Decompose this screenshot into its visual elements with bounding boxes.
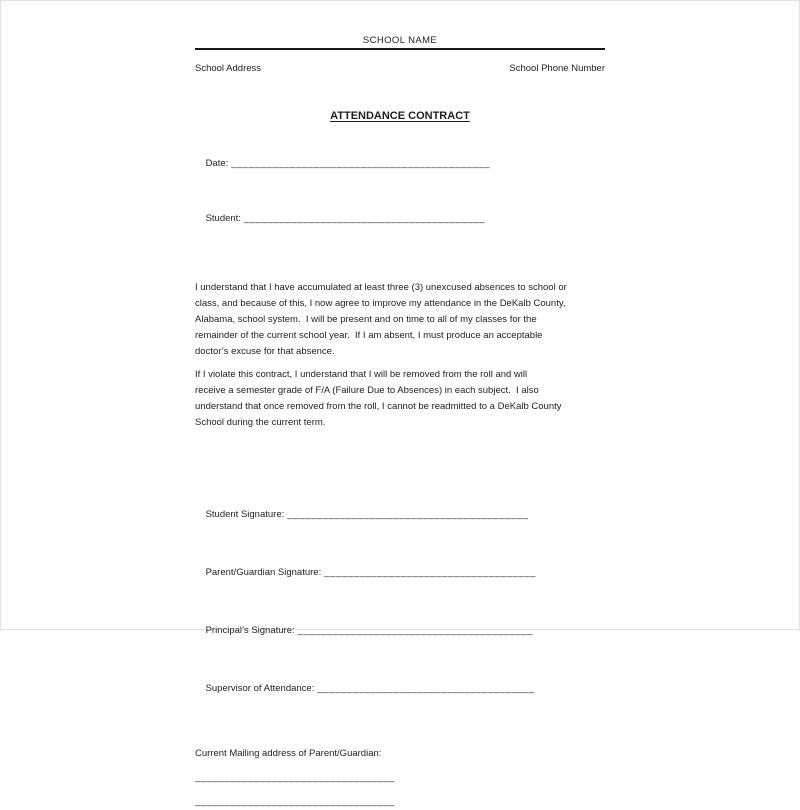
school-address-label: School Address [195, 63, 262, 74]
principal-signature-blank-line: ________________________________________ [297, 625, 533, 636]
student-label: Student: [205, 213, 241, 224]
parent-guardian-signature-label: Parent/Guardian Signature: [205, 567, 322, 578]
document-header [195, 34, 605, 50]
document-title: ATTENDANCE CONTRACT [330, 110, 470, 122]
date-blank-line: ____________________________________________ [231, 158, 491, 169]
date-label: Date: [205, 158, 229, 169]
student-signature-blank-line: _________________________________________ [287, 509, 529, 520]
mailing-address-blank-line-1: __________________________________ [195, 772, 396, 783]
student-field-row [195, 195, 605, 243]
mailing-address-label: Current Mailing address of Parent/Guardian: [195, 748, 382, 759]
principal-signature-row [195, 607, 605, 655]
school-info-row [195, 62, 605, 75]
parent-guardian-signature-row [195, 549, 605, 597]
contract-paragraph-attendance-terms: I understand that I have accumulated at least three (3) unexcused absences to school or class, and because of this, I now agree to improve my attendance in the DeKalb County, Alabama, school system. I will be present and on time to all of my classes for the remainder of the current school year. If I am absent, I must produce an acceptable doctor’s excuse for that absence. [195, 282, 567, 357]
student-signature-row [195, 491, 605, 539]
supervisor-of-attendance-label: Supervisor of Attendance: [205, 683, 315, 694]
parent-guardian-signature-blank-line: ____________________________________ [324, 567, 537, 578]
principal-signature-label: Principal’s Signature: [205, 625, 295, 636]
mailing-address-blank-line-2: __________________________________ [195, 796, 396, 807]
supervisor-of-attendance-row [195, 665, 605, 713]
supervisor-of-attendance-blank-line: _____________________________________ [317, 683, 536, 694]
school-phone-label: School Phone Number [509, 63, 605, 74]
date-field-row [195, 140, 605, 188]
student-signature-label: Student Signature: [205, 509, 285, 520]
student-blank-line: _________________________________________ [243, 213, 486, 224]
school-name-heading: SCHOOL NAME [362, 35, 438, 46]
contract-paragraph-violation-terms: If I violate this contract, I understand that I will be removed from the roll and will receive a semester grade of F/A (Failure Due to Absences) in each subject. I also understand that once removed from the roll, I cannot be readmitted to a DeKalb County School during the current term. [195, 369, 562, 428]
